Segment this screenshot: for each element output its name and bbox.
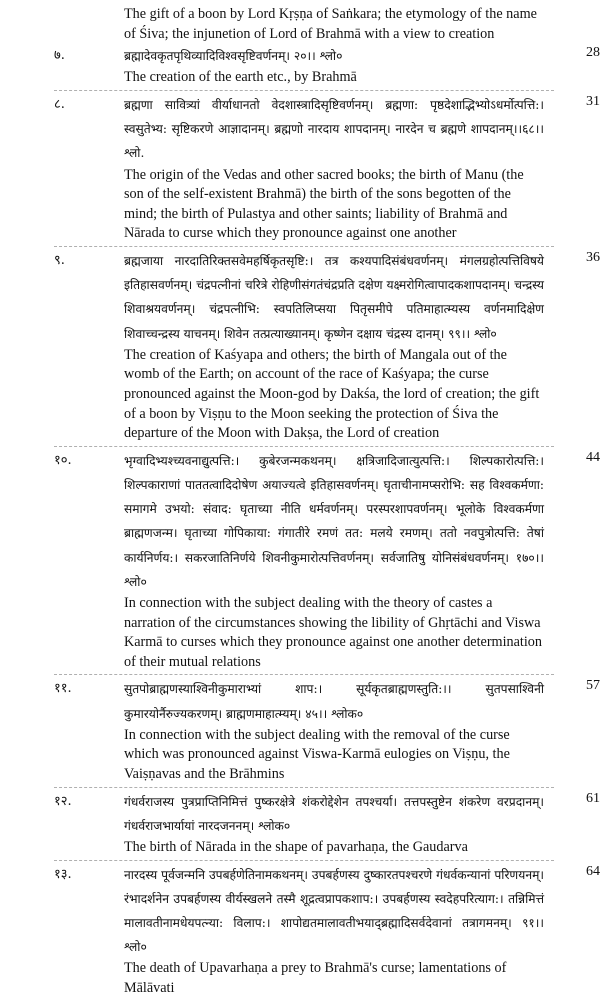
entry-english: In connection with the subject dealing with the theory of castes a narration of the circumstances showing the libility of Ghṛtāchi and Viswa Karmā to curses which they pronounce against one another determination of their mutual relations bbox=[124, 594, 542, 670]
entry-sanskrit: ब्रह्मजाया नारदातिरिक्तसवेमहर्षिकृतसृष्टि:। तत्र कश्यपादिसंबंधवर्णनम्। मंगलग्रहोत्पत्तिविषये इतिहासवर्णनम्। चंद्रपत्नीनां चरित्रे रोहिणीसंगतंचंद्रप्रति दक्षेण यक्ष्मरोगित्वापादकशापदानम्। चन्द्रस्य शिवाश्रयवर्णनम्। चंद्रपत्नीभि: स्वपतिलिप्सया पितृसमीपे पतिमाहात्म्यस्य वर्णनमादिक्षेण शिवाच्चन्द्रस्य याचनम्। शिवेन तत्प्रत्याख्यानम्। कृष्णेन दक्षाय चंद्रस्य दानम्। ९९।। श्लो० bbox=[124, 253, 544, 341]
entry-english: The death of Upavarhaṇa a prey to Brahmā's curse; lamentations of Mālāvati bbox=[124, 960, 507, 996]
toc-entry-7 bbox=[54, 44, 600, 88]
page-number: 36 bbox=[586, 249, 600, 265]
entry-sanskrit: नारदस्य पूर्वजन्मनि उपबर्हणेतिनामकथनम्। उपबर्हणस्य दुष्कारतपश्चरणे गंधर्वकन्यानां परिणयनम्। रंभादर्शनेन उपबर्हणस्य वीर्यस्खलने तस्मै शूद्रत्वप्रापकशाप:। उपबर्हणस्य स्वदेहपरित्याग:। तन्निमित्तं मालावतीनामधेयपत्न्या: विलाप:। शापोद्यतमालावतीभयाद्ब्रह्मादिसर्वदेवानां तत्रागमनम्। ९१।। श्लो० bbox=[124, 867, 544, 955]
entry-sanskrit: सुतपोब्राह्मणस्याश्विनीकुमाराभ्यां शाप:। सूर्यकृतब्राह्मणस्तुति:।। सुतपसाश्विनी कुमारयोर्नैरुज्यकरणम्। ब्राह्मणमाहात्म्यम्। ४५।। श्लोक० bbox=[124, 682, 544, 721]
entry-english: The birth of Nārada in the shape of pavarhaṇa, the Gaudarva bbox=[124, 838, 468, 855]
page-number: 61 bbox=[586, 790, 600, 806]
page-number: 31 bbox=[586, 93, 600, 109]
entry-number: १३. bbox=[54, 866, 72, 882]
toc-entry-9 bbox=[54, 249, 600, 444]
entry-english: In connection with the subject dealing with the removal of the curse which was pronounced against Viswa-Karmā eulogies on Viṣṇu, the Vaiṣṇavas and the Brāhmins bbox=[124, 726, 510, 782]
entry-sanskrit: भृग्वादिभ्यश्च्यवनाद्युत्पत्ति:। कुबेरजन्मकथनम्। क्षत्रिजादिजात्युत्पत्ति:। शिल्पकारोत्पत्ति:। शिल्पकाराणां पाततत्वादिदोषेण अयाज्यत्वे इतिहासवर्णनम्। घृताचीनामप्सरोभि: सह विश्वकर्मणा: समागमे उभयो: संवाद: घृताच्या नीति धर्मवर्णनम्। परस्परशापवर्णनम्। भूलोके विश्वकर्मणा ब्राह्मणजन्म। घृताच्या गोपिकाया: गंगातीरे रमणं तत: मलये रमणम्। ततो नवपुत्रोत्पत्ति: तेषां कार्यनिर्णय:। सकरजातिनिर्णये शिवनीकुमारोत्पत्तिवर्णनम्। सर्वजातिषु योनिसंबंधवर्णनम्। १७०।। श्लो० bbox=[124, 453, 544, 589]
entry-number: ७. bbox=[54, 48, 65, 64]
page-number: 64 bbox=[586, 863, 600, 879]
toc-entry-12 bbox=[54, 790, 600, 858]
entry-english: The creation of Kaśyapa and others; the birth of Mangala out of the womb of the Earth; on account of the race of Kaśyapa; the curse pronounced against the Moon-god by Dakśa, the lord of creation; the gift of a boon by Viṣṇu to the Moon seeking the protection of Śiva the departure of the Moon with Dakṣa, the Lord of creation bbox=[124, 346, 540, 442]
entry-english: The gift of a boon by Lord Kṛṣṇa of Saṅkara; the etymology of the name of Śiva; the injunetion of Lord of Brahmā with a view to creation bbox=[124, 6, 537, 42]
toc-entry-13 bbox=[54, 863, 600, 999]
divider bbox=[54, 90, 554, 91]
divider bbox=[54, 446, 554, 447]
entry-number: १२. bbox=[54, 793, 72, 809]
lead-entry bbox=[124, 0, 544, 44]
entry-number: ८. bbox=[54, 96, 65, 112]
toc-entry-11 bbox=[54, 677, 600, 784]
entry-english: The origin of the Vedas and other sacred books; the birth of Manu (the son of the self-existent Brahmā) the birth of the sons begotten of the mind; the birth of Pulastya and other saints; liability of Brahmā and Nārada to curse which they pronounce against one another bbox=[124, 166, 524, 242]
entry-sanskrit: ब्रह्मादेवकृतपृथिव्यादिविश्वसृष्टिवर्णनम्। २०।। श्लो० bbox=[124, 49, 343, 64]
entry-number: ९. bbox=[54, 252, 65, 268]
page-number: 44 bbox=[586, 449, 600, 465]
page-number: 57 bbox=[586, 678, 600, 694]
divider bbox=[54, 674, 554, 675]
entry-english: The creation of the earth etc., by Brahmā bbox=[124, 69, 357, 86]
entry-number: १०. bbox=[54, 452, 72, 468]
divider bbox=[54, 787, 554, 788]
entry-sanskrit: ब्रह्मणा सावित्र्यां वीर्याधानतो वेदशास्त्रादिसृष्टिवर्णनम्। ब्रह्मणा: पृष्ठदेशाद्भिभ्योऽधर्मोत्पत्ति:। स्वसुतेभ्य: सृष्टिकरणे आज्ञादानम्। ब्रह्मणो नारदाय शापदानम्। नारदेन च ब्रह्मणे शापदानम्।।६८।। श्लो. bbox=[124, 97, 544, 161]
entry-sanskrit: गंधर्वराजस्य पुत्रप्राप्तिनिमित्तं पुष्करक्षेत्रे शंकरोद्देशेन तपश्चर्या। तत्तपस्तुष्टेन शंकरेण वरप्रदानम्। गंधर्वराजभार्यायां नारदजननम्। श्लोक० bbox=[124, 794, 544, 833]
divider bbox=[54, 246, 554, 247]
toc-entry-10 bbox=[54, 449, 600, 673]
entry-number: ११. bbox=[54, 681, 72, 697]
divider bbox=[54, 860, 554, 861]
toc-entry-8 bbox=[54, 93, 600, 244]
page-number: 28 bbox=[586, 45, 600, 61]
